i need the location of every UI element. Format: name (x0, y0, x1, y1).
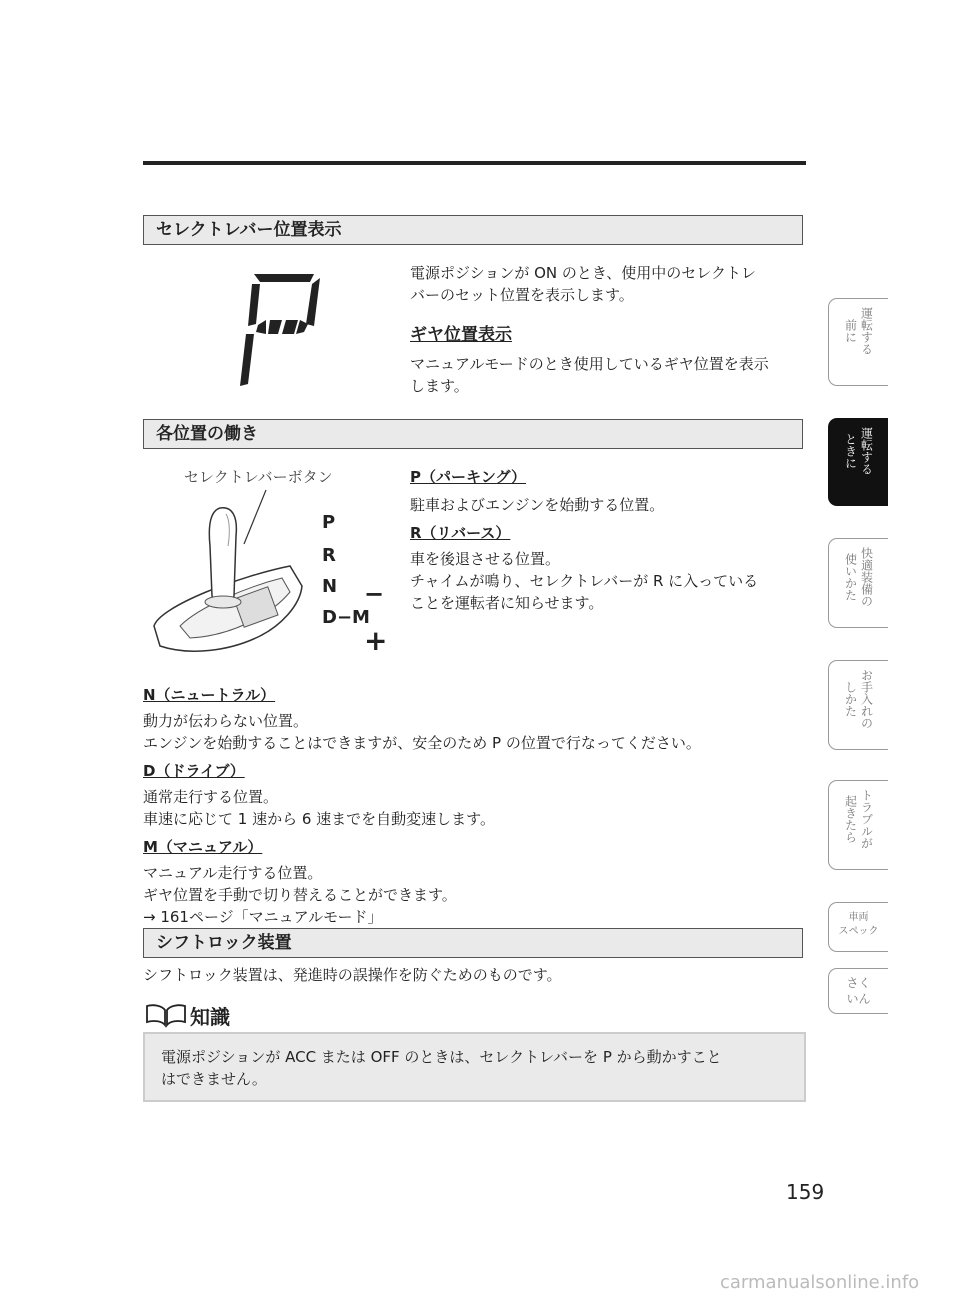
gate-position-n: N (322, 576, 338, 597)
m-manual-heading: M（マニュアル） (143, 838, 263, 856)
n-neutral-desc-2: エンジンを始動することはできますが、安全のため P の位置で行なってください。 (143, 734, 701, 752)
p-parking-heading: P（パーキング） (410, 468, 526, 486)
tab-maintenance[interactable] (828, 660, 888, 750)
shift-plus-symbol: + (364, 624, 388, 657)
m-manual-desc-2: ギヤ位置を手動で切り替えることができます。 (143, 886, 457, 904)
tab-label-col: 使いかた (843, 553, 858, 601)
book-icon (144, 1002, 188, 1028)
n-neutral-desc-1: 動力が伝わらない位置。 (143, 712, 309, 730)
watermark: carmanualsonline.info (720, 1272, 920, 1293)
manual-mode-page-link[interactable]: → 161ページ「マニュアルモード」 (143, 908, 383, 926)
tab-label-col: トラブルが (859, 789, 874, 849)
tab-before-driving[interactable] (828, 298, 888, 386)
r-reverse-desc-2: チャイムが鳴り、セレクトレバーが R に入っている (410, 572, 759, 590)
tab-label-line: いん (846, 992, 871, 1006)
tab-label-line: スペック (838, 926, 879, 937)
d-drive-heading: D（ドライブ） (143, 762, 245, 780)
d-drive-desc-1: 通常走行する位置。 (143, 788, 279, 806)
select-display-desc-1: 電源ポジションが ON のとき、使用中のセレクトレ (410, 264, 756, 282)
gear-position-desc-1: マニュアルモードのとき使用しているギヤ位置を表示 (410, 355, 769, 373)
r-reverse-heading: R（リバース） (410, 524, 511, 542)
tab-troubleshooting[interactable] (828, 780, 888, 870)
select-lever-illustration (150, 486, 310, 666)
select-display-desc-2: バーのセット位置を表示します。 (410, 286, 634, 304)
tab-vehicle-specs[interactable] (828, 902, 888, 952)
select-lever-button-label: セレクトレバーボタン (184, 468, 333, 486)
tab-index[interactable] (828, 968, 888, 1014)
top-rule (143, 161, 806, 165)
knowledge-text-2: はできません。 (161, 1070, 267, 1088)
n-neutral-heading: N（ニュートラル） (143, 686, 276, 704)
gate-position-p: P (322, 512, 336, 533)
tab-while-driving[interactable] (828, 418, 888, 506)
shift-lock-desc: シフトロック装置は、発進時の誤操作を防ぐためのものです。 (143, 966, 562, 984)
p-parking-desc: 駐車およびエンジンを始動する位置。 (410, 496, 665, 514)
tab-label-col: 快適装備の (859, 547, 874, 607)
section-heading-positions: 各位置の働き (143, 419, 803, 449)
knowledge-heading: 知識 (190, 1005, 230, 1029)
tab-label-col: ときに (843, 433, 858, 469)
section-heading-select-display: セレクトレバー位置表示 (143, 215, 803, 245)
tab-label-col: 前に (843, 319, 858, 343)
tab-label-col: 運転する (859, 427, 874, 475)
tab-label-col: お手入れの (859, 669, 874, 729)
section-heading-shift-lock: シフトロック装置 (143, 928, 803, 958)
tab-label-col: しかた (843, 681, 858, 717)
knowledge-text-1: 電源ポジションが ACC または OFF のときは、セレクトレバーを P から動かすこと (161, 1048, 722, 1066)
gate-position-r: R (322, 545, 336, 566)
tab-label-col: 起きたら (843, 795, 858, 843)
gear-position-heading: ギヤ位置表示 (410, 325, 512, 345)
shift-minus-symbol: − (364, 580, 385, 608)
gear-display-p-icon (232, 268, 322, 390)
r-reverse-desc-1: 車を後退させる位置。 (410, 550, 561, 568)
tab-label-col: 運転する (859, 307, 874, 355)
gate-position-d-m: D−M (322, 607, 370, 628)
tab-label-line: さく (846, 976, 871, 990)
knowledge-box (143, 1032, 806, 1102)
page-number: 159 (786, 1180, 825, 1204)
m-manual-desc-1: マニュアル走行する位置。 (143, 864, 323, 882)
d-drive-desc-2: 車速に応じて 1 速から 6 速までを自動変速します。 (143, 810, 495, 828)
r-reverse-desc-3: ことを運転者に知らせます。 (410, 594, 604, 612)
tab-comfort-features[interactable] (828, 538, 888, 628)
gear-position-desc-2: します。 (410, 377, 469, 395)
tab-label-line: 車両 (848, 912, 869, 923)
